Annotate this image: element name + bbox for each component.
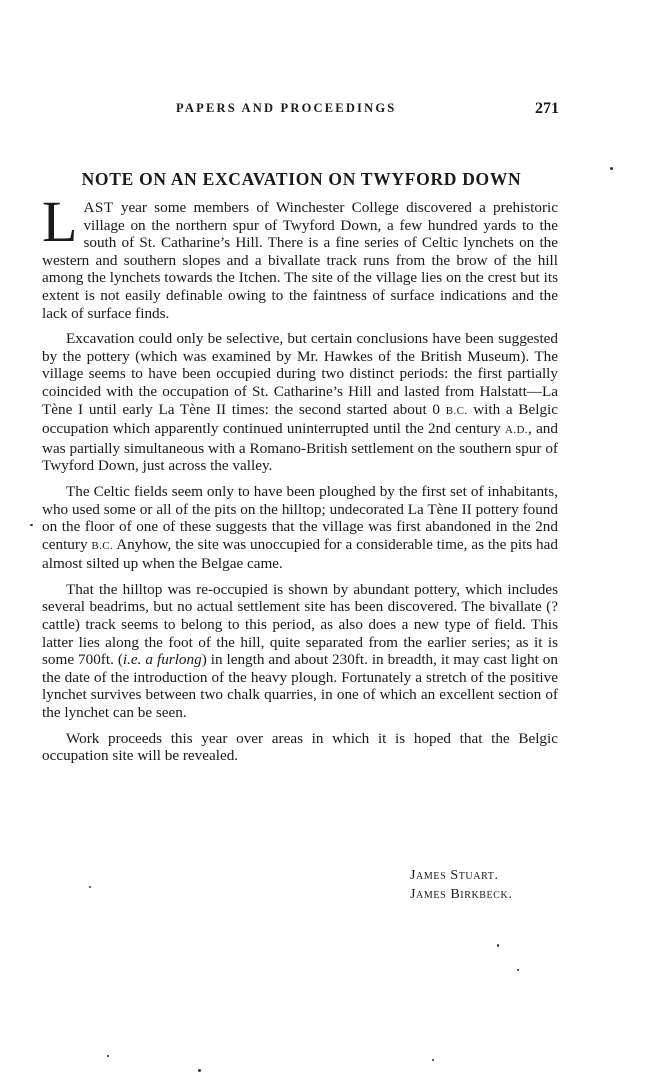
print-speck — [30, 524, 33, 526]
paragraph-5 — [42, 730, 558, 765]
print-speck — [432, 1059, 434, 1061]
article-body — [42, 189, 558, 773]
print-speck — [610, 167, 613, 170]
paragraph-4 — [42, 581, 558, 722]
paragraph-3-text-a: The Celtic fields seem only to have been ploughed by the first set of inhabitants, who used some or all of the pits on the hilltop; undecorated La Tène II pottery found on the floor of one of these suggests that the village was first abandoned in the 2nd century — [42, 482, 558, 553]
print-speck — [107, 1055, 109, 1057]
era-abbrev: A.D. — [504, 424, 528, 437]
era-abbrev: B.C. — [445, 404, 468, 417]
paragraph-1-text: year some members of Winchester College discovered a prehistoric village on the northern spur of Twyford Down, a few hundred yards to the south of St. Catharine’s Hill. There is a fine series of Celtic lynchets on the western and southern slopes and a bivallate track runs from the brow of the hill among the lynchets towards the Itchen. The site of the village lies on the crest but its extent is not easily definable owing to the faintness of surface indications and the lack of surface finds. — [42, 199, 558, 322]
print-speck — [198, 1069, 201, 1072]
paragraph-5-text: Work proceeds this year over areas in which it is hoped that the Belgic occupation site will be revealed. — [42, 729, 558, 765]
lead-word: AST — [83, 199, 114, 216]
paragraph-4-text-b: ) in length and about 230ft. in breadth, it may cast light on the date of the introduction of the heavy plough. Fortunately a stretch of the positive lynchet survives between two chalk quarries, in one of which an excellent section of the lynchet can be seen. — [42, 651, 558, 722]
italic-phrase: i.e. a furlong — [122, 651, 202, 669]
page-number: 271 — [535, 100, 559, 117]
print-speck — [517, 969, 519, 971]
drop-cap: L — [42, 189, 78, 254]
paragraph-4-text-a: That the hilltop was re-occupied is shown by abundant pottery, which includes several beadrims, but no actual settlement site has been discovered. The bivallate (? cattle) track seems to belong to this period, as also does a new type of field. This latter lies along the foot of the hill, quite separated from the earlier series; as it is some 700ft. ( — [42, 580, 558, 669]
paragraph-2 — [42, 330, 558, 475]
article-title: NOTE ON AN EXCAVATION ON TWYFORD DOWN — [81, 169, 522, 189]
running-title: PAPERS AND PROCEEDINGS — [176, 101, 397, 115]
paragraph-2-text-b: with a Belgic occupation which apparently continued uninterrupted until the 2nd century — [42, 400, 558, 438]
signature-author-2: James Birkbeck. — [410, 887, 513, 902]
era-abbrev: B.C. — [91, 539, 114, 552]
paragraph-1 — [42, 189, 558, 322]
signature-author-1: James Stuart. — [410, 868, 499, 883]
paragraph-2-text-a: Excavation could only be selective, but certain conclusions have been suggested by the pottery (which was examined by Mr. Hawkes of the British Museum). The village seems to have been occupied during two distinct periods: the first partially coincided with the occupation of St. Catharine’s Hill and lasted from Halstatt—La Tène I until early La Tène II times: the second started about 0 — [42, 330, 558, 418]
running-head — [44, 101, 559, 121]
paragraph-2-text-c: , and was partially simultaneous with a Romano-British settlement on the southern spur of Twyford Down, just across the valley. — [42, 420, 558, 475]
paragraph-3-text-b: Anyhow, the site was unoccupied for a considerable time, as the pits had almost silted up when the Belgae came. — [42, 535, 558, 573]
print-speck — [497, 944, 499, 947]
print-speck — [89, 886, 91, 888]
paragraph-3 — [42, 483, 558, 573]
